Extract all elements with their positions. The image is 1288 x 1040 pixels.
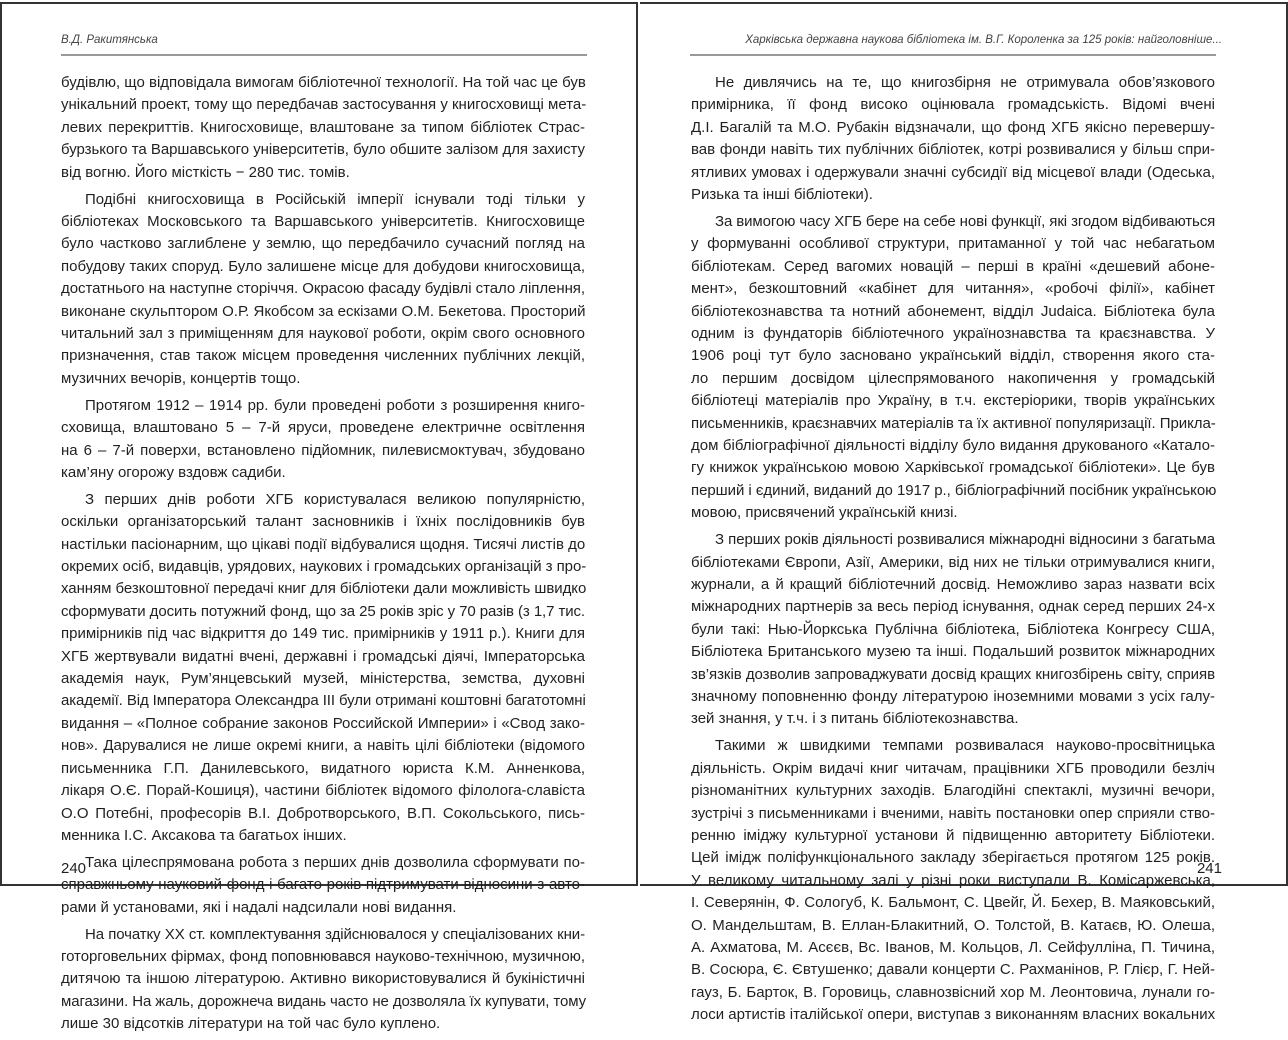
paragraph [691, 72, 1215, 206]
text-line: менника І.С. Аксакова та багатьох інших. [61, 826, 347, 844]
text-line: А. Ахматова, М. Асєєв, Вс. Іванов, М. Кольцов, Л. Сейфулліна, П. Тичина, [691, 938, 1215, 956]
text-line: бібліотекознавства та нотний абонемент, відділ Judaica. Бібліотека була [691, 302, 1215, 320]
text-line: Такими ж швидкими темпами розвивалася науково-просвітницька [715, 737, 1215, 755]
text-line: настільки пасіонарним, що цікаві події відбувалися щодня. Тисячі листів до [61, 535, 586, 553]
text-line: ло першим досвідом цілеспрямованого накопичення у громадській [691, 369, 1215, 387]
text-line: На початку ХХ ст. комплектування здійснювалося у спеціалізованих кни- [85, 925, 585, 943]
text-line: ятливих умовах і одержували значні субсидії від місцевої влади (Одеська, [691, 163, 1215, 181]
text-line: В. Сосюра, Є. Євтушенко; давали концерти С. Рахманінов, Р. Глієр, Г. Ней- [691, 961, 1215, 979]
header-rule [61, 54, 587, 56]
text-line: гауз, Б. Барток, В. Горовиць, славнозвісний хор М. Леонтовича, лунали го- [691, 983, 1215, 1001]
page-number: 241 [1196, 860, 1222, 877]
text-line: З перших років діяльності розвивалися міжнародні відносини з багатьма [715, 531, 1215, 549]
text-line: лише 30 відсотків літератури на той час було куплено. [61, 1015, 441, 1033]
header-rule [690, 54, 1216, 56]
text-line: Така цілеспрямована робота з перших днів дозволила сформувати по- [85, 853, 585, 871]
text-line: перший і єдиний, виданий до 1917 р., бібліографічний посібник українською [691, 481, 1217, 499]
text-line: бібліотеками Європи, Азії, Америки, від них не тільки отримувалися книги, [691, 553, 1215, 571]
text-line: З перших днів роботи ХГБ користувалася великою популярністю, [85, 490, 585, 508]
text-line: академії. Від Імператора Олександра III були отримані коштовні багатотомні [61, 692, 586, 710]
text-line: читальний зал з приміщенням для наукової роботи, окрім свого основного [61, 324, 585, 342]
text-line: музичних вечорів, концертів тощо. [61, 369, 301, 387]
page-body [61, 72, 585, 1040]
page-number: 240 [61, 860, 87, 877]
text-line: мент», безкоштовний «кабінет для читання», «робочі філії», кабінет [691, 280, 1215, 298]
text-line: Подібні книгосховища в Російській імперії існували тоді тільки у [85, 190, 585, 208]
paragraph [61, 72, 585, 184]
text-line: бібліотеці матеріалів про Україну, в т.ч. екстеріорики, творів українських [691, 392, 1215, 410]
text-line: ХГБ жертвували видатні вчені, державні і громадські діячі, Імператорська [61, 647, 585, 665]
text-line: левих перекриттів. Книгосховище, влаштоване за типом бібліотек Страс- [61, 118, 585, 136]
text-line: академія наук, Рум’янцевський музей, міністерства, земства, духовні [61, 670, 585, 688]
running-head-author: В.Д. Ракитянська [61, 34, 158, 46]
text-line: ханням безкоштовної передачі книг для бібліотеки дали можливість швидко [61, 580, 587, 598]
text-line: у формуванні особливої структури, притаманної у той час небагатьом [691, 235, 1215, 253]
text-line: одним із фундаторів бібліотечного українознавства та краєзнавства. У [691, 324, 1215, 342]
page-body [691, 72, 1215, 1031]
text-line: примірників під час відкриття до 149 тис. примірників у 1911 р.). Книги для [61, 625, 585, 643]
text-line: лоси артистів італійської опери, виступав з виконанням власних вокальних [691, 1006, 1216, 1024]
text-line: Цей імідж поліфункціонального закладу зберігається протягом 125 років. [691, 849, 1215, 867]
text-line: О. Мандельштам, В. Еллан-Блакитний, О. Толстой, В. Катаєв, Ю. Олеша, [691, 916, 1215, 934]
paragraph [61, 395, 585, 485]
text-line: І. Северянін, Ф. Сологуб, К. Бальмонт, С. Цвейг, Й. Бехер, В. Маяковський, [691, 894, 1215, 912]
right-page [640, 2, 1288, 1024]
text-line: окремих осіб, видавців, урядових, наукових і громадських організацій з про- [61, 558, 587, 576]
left-page [0, 2, 638, 1033]
text-line: побудову таких споруд. Було залишене місце для добудови книгосховища, [61, 257, 585, 275]
paragraph [691, 211, 1215, 525]
text-line: бурзького та Варшавського університетів, було обшите залізом для захисту [61, 141, 585, 159]
text-line: Протягом 1912 – 1914 рр. були проведені роботи з розширення книго- [85, 396, 585, 414]
text-line: діяльність. Окрім видачі книг читачам, працівники ХГБ проводили безліч [691, 759, 1215, 777]
text-line: Ризька та інші бібліотеки). [691, 186, 873, 204]
text-line: зей знання, у т.ч. і з питань бібліотекознавства. [691, 710, 1019, 728]
paragraph [61, 189, 585, 391]
text-line: були такі: Нью-Йоркська Публічна бібліотека, Бібліотека Конгресу США, [691, 620, 1215, 638]
text-line: справжньому науковий фонд і багато років підтримувати відносини з авто- [61, 876, 585, 894]
text-line: мовою, присвячений українській книзі. [691, 504, 958, 522]
running-head-title: Харківська державна наукова бібліотека ім. В.Г. Короленка за 125 років: найголовніше... [745, 34, 1222, 46]
text-line: значному поповненню фонду літературою іноземними мовами з усіх галу- [691, 687, 1215, 705]
text-line: Д.І. Багалій та М.О. Рубакін відзначали, що фонд ХГБ якісно перевершу- [691, 118, 1215, 136]
text-line: готорговельних фірмах, фонд поповнювався науково-технічною, музичною, [61, 947, 585, 965]
text-line: зустрічі з письменниками і вченими, навіть постановки опер сприяли ство- [691, 804, 1215, 822]
text-line: виконане скульптором О.Р. Якобсом за ескізами О.М. Бекетова. Просторий [61, 302, 586, 320]
paragraph [691, 735, 1215, 1026]
text-line: дитячою та іншою літературою. Активно використовувалися й букіністичні [61, 970, 585, 988]
text-line: кам’яну огорожу вздовж садиби. [61, 463, 286, 481]
text-line: різноманітних культурних заходів. Благодійні спектаклі, музичні вечори, [691, 782, 1215, 800]
text-line: письменника Г.П. Данилевського, видатного юриста К.М. Анненкова, [61, 759, 585, 777]
text-line: лікаря О.Є. Порай-Кошиця), частини бібліотек відомого філолога-славіста [61, 782, 585, 800]
text-line: унікальний проект, тому що передбачав застосування у книгосховищі мета- [61, 96, 587, 114]
text-line: бібліотеках Московського та Варшавського університетів. Книгосховище [61, 212, 585, 230]
text-line: письменників, краєзнавчих матеріалів та їх активної популяризації. Прикла- [691, 414, 1216, 432]
text-line: зв’язків дозволив запроваджувати досвід кращих книгозбірень світу, сприяв [691, 665, 1215, 683]
text-line: достатнього на наступне сторіччя. Окрасою фасаду будівлі стало ліплення, [61, 280, 586, 298]
text-line: сформувати досить потужний фонд, що за 25 років зріс у 70 разів (з 1,7 тис. [61, 602, 585, 620]
text-line: 1906 році тут було засновано український відділ, створення якого ста- [691, 347, 1215, 365]
text-line: призначення, став також місцем проведення численних публічних лекцій, [61, 347, 585, 365]
text-line: на 6 – 7-й поверхи, встановлено підйомник, пилевисмоктувач, збудовано [61, 441, 585, 459]
text-line: рами й установами, які і надалі надсилали нові видання. [61, 898, 457, 916]
text-line: бібліотекам. Серед вагомих новацій – перші в країні «дешевий абоне- [691, 257, 1215, 275]
text-line: Бібліотека Британського музею та інші. Подальший розвиток міжнародних [691, 643, 1215, 661]
text-line: За вимогою часу ХГБ бере на себе нові функції, які згодом відбиваються [715, 212, 1216, 230]
text-line: У великому читальному залі у різні роки виступали В. Комісаржевська, [691, 871, 1215, 889]
paragraph [61, 924, 585, 1036]
text-line: видання – «Полное собрание законов Российской Империи» і «Свод зако- [61, 714, 585, 732]
text-line: примірника, її фонд високо оцінювала громадськість. Відомі вчені [691, 96, 1215, 114]
text-line: сховища, влаштовано 5 – 7-й яруси, проведене електричне освітлення [61, 419, 585, 437]
text-line: було частково заглиблене у землю, що передбачило сучасний погляд на [61, 235, 585, 253]
text-line: гу книжок українською мовою Харківської громадської бібліотеки». Це був [691, 459, 1215, 477]
paragraph [61, 489, 585, 848]
text-line: вав фонди навіть тих публічних бібліотек, котрі розвивалися у більш спри- [691, 141, 1215, 159]
text-line: журнали, а й кращий бібліотечний досвід. Неможливо зараз назвати всіх [691, 575, 1215, 593]
text-line: Не дивлячись на те, що книгозбірня не отримувала обов’язкового [715, 74, 1215, 91]
text-line: О.О Потебні, професорів В.І. Добротворського, В.П. Сокольського, пись- [61, 804, 585, 822]
text-line: оскільки організаторський талант засновників і їхніх послідовників був [61, 513, 585, 531]
text-line: міжнародних партнерів за весь період існування, однак серед перших 24-х [691, 598, 1215, 616]
text-line: дом бібліографічної діяльності відділу було видання друкованого «Катало- [691, 437, 1215, 454]
paragraph [691, 529, 1215, 731]
text-line: ренню іміджу культурної установи й підвищенню авторитету Бібліотеки. [691, 826, 1215, 844]
text-line: будівлю, що відповідала вимогам бібліотечної технології. На той час це був [61, 74, 586, 91]
text-line: магазини. На жаль, дорожнеча видань часто не дозволяла їх купувати, тому [61, 992, 586, 1010]
text-line: від вогню. Його місткість − 280 тис. томів. [61, 163, 350, 181]
paragraph [61, 852, 585, 919]
text-line: нов». Дарувалися не лише окремі книги, а навіть цілі бібліотеки (відомого [61, 737, 585, 755]
